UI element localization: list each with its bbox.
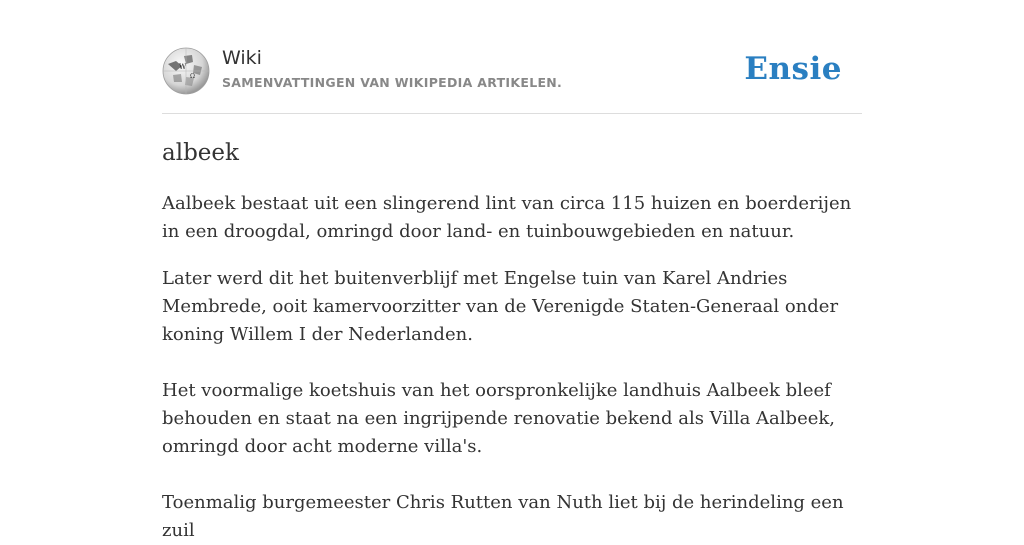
article-title: albeek: [162, 140, 239, 166]
wikipedia-globe-icon[interactable]: [162, 47, 210, 95]
article-paragraph-2: Later werd dit het buitenverblijf met Engelse tuin van Karel Andries Membrede, ooit kamervoorzitter van de Verenigde Staten-Generaal onder koning Willem I der Nederlanden.: [162, 268, 839, 345]
article-paragraph-1: Aalbeek bestaat uit een slingerend lint van circa 115 huizen en boerderijen in een droogdal, omringd door land- en tuinbouwgebieden en natuur.: [162, 193, 852, 242]
site-name[interactable]: Wiki: [222, 47, 262, 69]
ensie-brand-link[interactable]: Ensie: [744, 51, 842, 87]
content-container: [162, 0, 862, 541]
svg-text:W: W: [179, 63, 187, 71]
article-paragraph-3: Het voormalige koetshuis van het oorspronkelijke landhuis Aalbeek bleef behouden en staat na een ingrijpende renovatie bekend als Villa Aalbeek, omringd door acht moderne villa's.: [162, 380, 836, 457]
article-paragraph-4: Toenmalig burgemeester Chris Rutten van Nuth liet bij de herindeling een zuil: [162, 492, 844, 541]
site-header: [162, 0, 862, 114]
svg-text:Ω: Ω: [190, 73, 195, 80]
site-tagline: SAMENVATTINGEN VAN WIKIPEDIA ARTIKELEN.: [222, 75, 563, 90]
